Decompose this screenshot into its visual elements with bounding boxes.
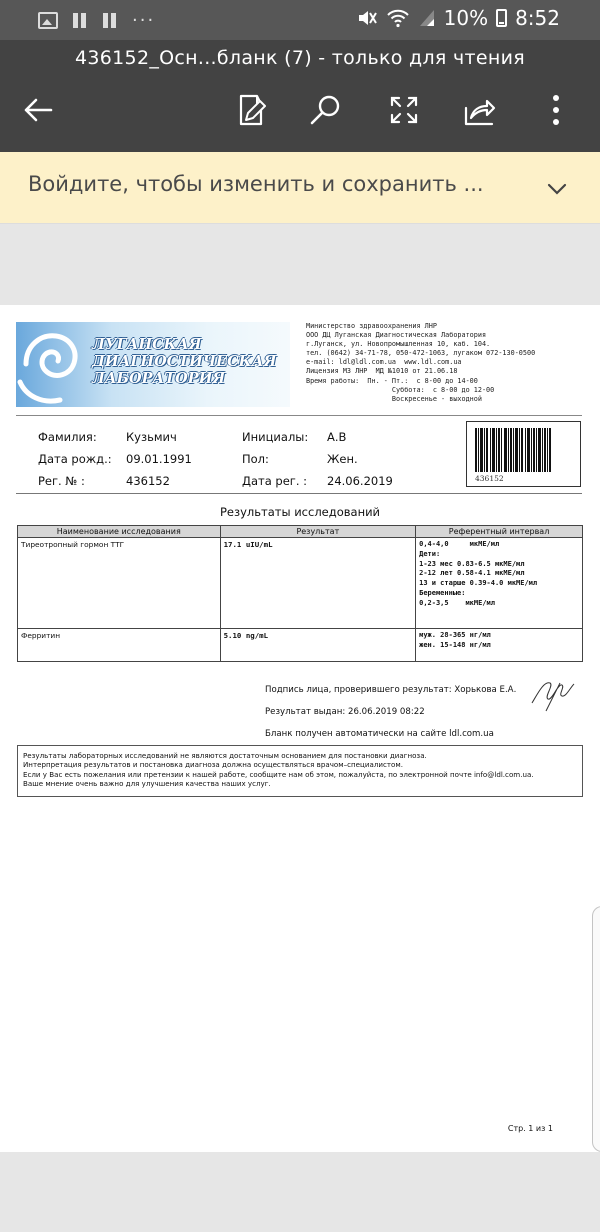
surname-label: Фамилия: bbox=[38, 430, 97, 444]
chevron-down-icon[interactable] bbox=[546, 178, 568, 200]
barcode bbox=[466, 421, 581, 487]
fullscreen-icon[interactable] bbox=[386, 92, 422, 128]
sign-in-banner-text: Войдите, чтобы изменить и сохранить ... bbox=[28, 172, 484, 196]
back-arrow-icon[interactable] bbox=[20, 92, 56, 128]
lab-logo bbox=[16, 322, 290, 407]
signature-icon bbox=[526, 673, 580, 717]
test-name: Тиреотропный гормон ТТГ bbox=[18, 538, 221, 629]
battery-percent: 10% bbox=[443, 6, 489, 30]
dob-label: Дата рожд.: bbox=[38, 452, 112, 466]
barcode-bars-icon bbox=[475, 428, 551, 472]
test-reference: 0,4-4,0 мкМЕ/мл Дети: 1-23 мес 0.83-6.5 мкМЕ/мл 2-12 лет 0.58-4.1 мкМЕ/мл 13 и старше 0.39-4.0 мкМЕ/мл Беременные: 0,2-3,5 мкМЕ/мл bbox=[416, 538, 583, 629]
more-notifications-icon: ··· bbox=[132, 10, 156, 31]
battery-icon bbox=[496, 9, 507, 27]
regdate-label: Дата рег. : bbox=[242, 474, 308, 488]
divider bbox=[16, 415, 582, 416]
test-result: 5.10 ng/mL bbox=[220, 629, 416, 662]
test-result: 17.1 uIU/mL bbox=[220, 538, 416, 629]
search-icon[interactable] bbox=[308, 92, 344, 128]
surname-value: Кузьмич bbox=[126, 430, 177, 444]
media-icon-2 bbox=[102, 13, 118, 28]
status-bar bbox=[0, 0, 600, 40]
system-icons bbox=[356, 6, 560, 30]
table-row bbox=[18, 538, 583, 629]
wifi-icon bbox=[386, 7, 410, 29]
checked-by-line: Подпись лица, проверившего результат: Хорькова Е.А. bbox=[265, 685, 517, 695]
logo-swirl-icon bbox=[16, 322, 86, 407]
sign-in-banner[interactable] bbox=[0, 152, 600, 224]
clock: 8:52 bbox=[515, 6, 560, 30]
header-result: Результат bbox=[220, 526, 416, 538]
share-icon[interactable] bbox=[462, 92, 498, 128]
scroll-handle[interactable] bbox=[592, 906, 600, 1152]
sex-value: Жен. bbox=[327, 452, 358, 466]
reg-value: 436152 bbox=[126, 474, 170, 488]
results-table bbox=[17, 525, 583, 662]
initials-label: Инициалы: bbox=[242, 430, 309, 444]
test-reference: муж. 28-365 нг/мл жен. 15-148 нг/мл bbox=[416, 629, 583, 662]
notification-icons bbox=[38, 10, 155, 31]
divider bbox=[16, 493, 582, 494]
page-number: Стр. 1 из 1 bbox=[507, 1124, 553, 1133]
sex-label: Пол: bbox=[242, 452, 269, 466]
regdate-value: 24.06.2019 bbox=[327, 474, 393, 488]
received-line: Бланк получен автоматически на сайте ldl.com.ua bbox=[265, 729, 494, 739]
document-page bbox=[0, 305, 600, 1152]
media-icon bbox=[72, 13, 88, 28]
document-title: 436152_Осн...бланк (7) - только для чтения bbox=[75, 47, 525, 69]
results-title: Результаты исследований bbox=[219, 505, 381, 519]
disclaimer-box: Результаты лабораторных исследований не являются достаточным основанием для постановки диагноза. Интерпретация результатов и постановка диагноза должна осуществляться врачом–специалистом. Если у Вас есть пожелания или претензии к нашей работе, сообщите нам об этом, пожалуйста, по электронной почте info@ldl.com.ua. Ваше мнение очень важно для улучшения качества наших услуг. bbox=[17, 745, 583, 797]
initials-value: А.В bbox=[327, 430, 347, 444]
test-name: Ферритин bbox=[18, 629, 221, 662]
more-icon[interactable] bbox=[538, 92, 574, 128]
header-reference: Референтный интервал bbox=[416, 526, 583, 538]
app-bar bbox=[0, 40, 600, 152]
mute-icon bbox=[356, 7, 378, 29]
signal-icon bbox=[418, 8, 436, 28]
patient-info bbox=[16, 418, 582, 492]
lab-contact-info: Министерство здравоохранения ЛНР ООО ДЦ Луганская Диагностическая Лаборатория г.Луганск, ул. Новопромышленная 10, каб. 104. тел. (0642) 34-71-78, 050-472-1063, лугаком 072-130-0500 e-mail: ldl@ldl.com.ua www.ldl.com.ua Лицензия МЗ ЛНР МД №1010 от 21.06.18 Время работы: Пн. - Пт.: с 8-00 до 14-00 Суббота: с 8-00 до 12-00 Воскресенье - выходной bbox=[306, 322, 536, 403]
issued-line: Результат выдан: 26.06.2019 08:22 bbox=[265, 707, 425, 717]
logo-text: ЛУГАНСКАЯ ДИАГНОСТИЧЕСКАЯ ЛАБОРАТОРИЯ bbox=[92, 336, 277, 387]
dob-value: 09.01.1991 bbox=[126, 452, 192, 466]
reg-label: Рег. № : bbox=[38, 474, 85, 488]
table-row bbox=[18, 629, 583, 662]
edit-icon[interactable] bbox=[234, 92, 270, 128]
barcode-number: 436152 bbox=[475, 474, 504, 483]
gallery-icon bbox=[38, 12, 58, 29]
header-test-name: Наименование исследования bbox=[18, 526, 221, 538]
